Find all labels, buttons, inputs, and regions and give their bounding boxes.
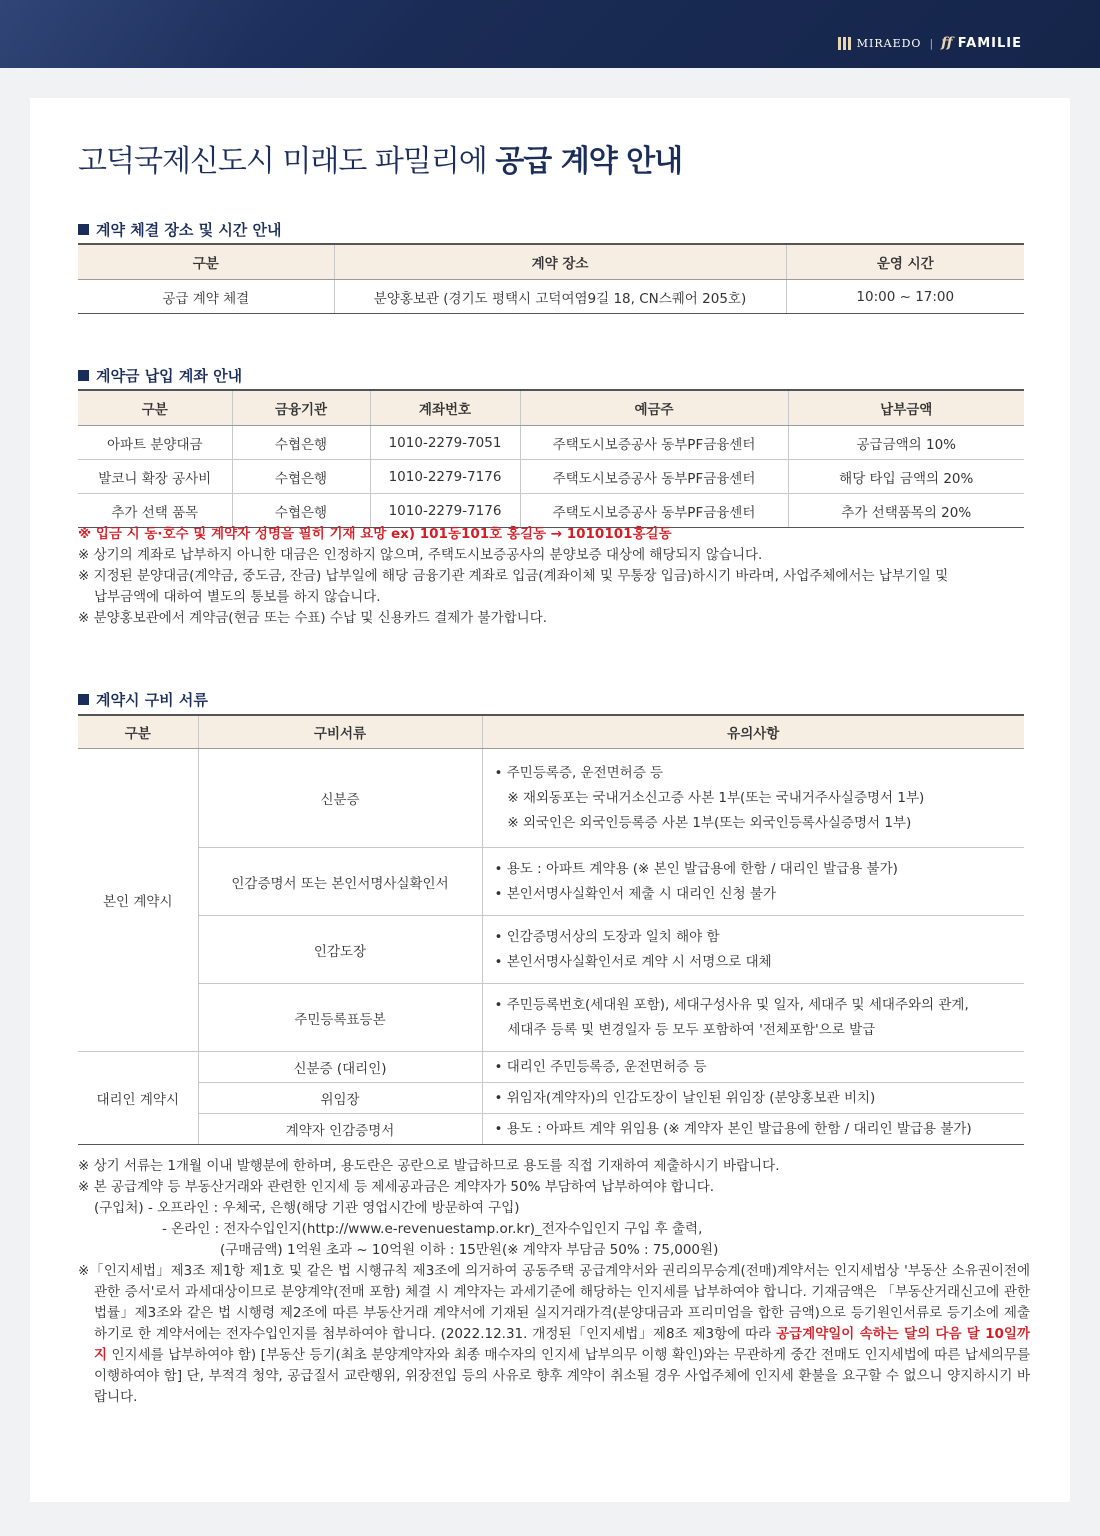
page-title — [78, 136, 682, 180]
table-cell: 10:00 ~ 17:00 — [786, 280, 1024, 314]
brand-logo — [838, 35, 1022, 51]
category-cell: 본인 계약시 — [78, 749, 198, 1052]
table-cell: 공급 계약 체결 — [78, 280, 334, 314]
contract-place-table — [78, 243, 1024, 314]
miraedo-text: MIRAEDO — [856, 36, 922, 50]
table-header-row — [78, 390, 1024, 426]
doc-cell: 인감증명서 또는 본인서명사실확인서 — [198, 848, 482, 916]
table-cell: 1010-2279-7176 — [370, 494, 520, 528]
miraedo-logo-icon — [838, 37, 851, 50]
content-card — [30, 98, 1070, 1502]
footnote-line: ※ 상기 서류는 1개월 이내 발행분에 한하며, 용도란은 공란으로 발급하므로 용도를 직접 기재하여 제출하시기 바랍니다. — [78, 1158, 780, 1174]
table-cell: 추가 선택품목의 20% — [788, 494, 1024, 528]
header-cell: 운영 시간 — [786, 244, 1024, 280]
doc-cell: 주민등록표등본 — [198, 984, 482, 1052]
account-table — [78, 389, 1024, 528]
stamp-tax-deadline: 공급계약일이 속하는 달의 다음 달 10일까지 — [94, 1326, 1030, 1363]
table-row — [78, 916, 1024, 984]
table-cell: 주택도시보증공사 동부PF금융센터 — [520, 426, 788, 460]
header-cell: 구분 — [78, 244, 334, 280]
note-line: • 용도 : 아파트 계약 위임용 (※ 계약자 본인 발급용에 한함 / 대리인 발급용 불가) — [494, 1120, 972, 1137]
table-row — [78, 426, 1024, 460]
note-line: • 본인서명사실확인서 제출 시 대리인 신청 불가 — [494, 885, 776, 902]
stamp-tax-note — [78, 1261, 1030, 1408]
header-cell: 유의사항 — [482, 715, 1024, 749]
doc-cell: 신분증 — [198, 749, 482, 848]
footnote-line: ※ 본 공급계약 등 부동산거래와 관련한 인지세 등 제세공과금은 계약자가 50% 부담하여 납부하여야 합니다. — [78, 1179, 715, 1195]
title-bold: 공급 계약 안내 — [495, 144, 683, 179]
table-cell: 주택도시보증공사 동부PF금융센터 — [520, 460, 788, 494]
note-line: 세대주 등록 및 변경일자 등 모두 포함하여 '전체포함'으로 발급 — [494, 1021, 876, 1038]
note-line: • 주민등록증, 운전면허증 등 — [494, 764, 664, 781]
section3-heading — [78, 689, 208, 710]
square-bullet-icon — [78, 370, 89, 381]
note-cell — [482, 1114, 1024, 1145]
footnote-line: (구매금액) 1억원 초과 ~ 10억원 이하 : 15만원(※ 계약자 부담금 50% : 75,000원) — [220, 1242, 719, 1258]
note-cell — [482, 916, 1024, 984]
table-row — [78, 280, 1024, 314]
note-line: • 주민등록번호(세대원 포함), 세대구성사유 및 일자, 세대주 및 세대주와의 관계, — [494, 996, 969, 1013]
header-cell: 구분 — [78, 715, 198, 749]
header-cell: 구비서류 — [198, 715, 482, 749]
table-cell: 공급금액의 10% — [788, 426, 1024, 460]
doc-cell: 인감도장 — [198, 916, 482, 984]
table-row — [78, 1083, 1024, 1114]
familie-text: FAMILIE — [957, 35, 1022, 51]
table-row — [78, 1114, 1024, 1145]
table-cell: 해당 타입 금액의 20% — [788, 460, 1024, 494]
table-cell: 수협은행 — [232, 494, 370, 528]
doc-cell: 위임장 — [198, 1083, 482, 1114]
section1-heading — [78, 219, 282, 240]
top-banner — [0, 0, 1100, 68]
account-notes — [78, 524, 1028, 629]
footnote-line: - 온라인 : 전자수입인지(http://www.e-revenuestamp.or.kr)_전자수입인지 구입 후 출력, — [162, 1221, 703, 1237]
note-cell — [482, 1083, 1024, 1114]
note-line: ※ 분양홍보관에서 계약금(현금 또는 수표) 수납 및 신용카드 결제가 불가합니다. — [78, 610, 548, 626]
section2-heading-text: 계약금 납입 계좌 안내 — [96, 367, 243, 385]
note-cell — [482, 984, 1024, 1052]
documents-table — [78, 714, 1024, 1145]
note-line: • 본인서명사실확인서로 계약 시 서명으로 대체 — [494, 953, 772, 970]
note-cell — [482, 1052, 1024, 1083]
note-line: ※ 상기의 계좌로 납부하지 아니한 대금은 인정하지 않으며, 주택도시보증공사의 분양보증 대상에 해당되지 않습니다. — [78, 547, 763, 563]
note-line: • 대리인 주민등록증, 운전면허증 등 — [494, 1058, 707, 1075]
table-header-row — [78, 244, 1024, 280]
purchase-label: (구입처) — [94, 1200, 144, 1216]
familie-logo-icon: ff — [941, 35, 953, 51]
table-row — [78, 848, 1024, 916]
table-cell: 1010-2279-7051 — [370, 426, 520, 460]
footnotes — [78, 1156, 1030, 1408]
table-cell: 분양홍보관 (경기도 평택시 고덕여염9길 18, CN스퀘어 205호) — [334, 280, 786, 314]
table-cell: 수협은행 — [232, 460, 370, 494]
deposit-warning: ※ 입금 시 동·호수 및 계약자 성명을 필히 기재 요망 ex) 101동101호 홍길동 → 1010101홍길동 — [78, 526, 672, 542]
table-row — [78, 460, 1024, 494]
stamp-tax-text-end: 인지세를 납부하여야 함) [부동산 등기(최초 분양계약자와 최종 매수자의 인지세 납부의무 이행 확인)와는 무관하게 중간 전매도 인지세법에 따른 납세의무를 이행하여야 함] 단, 부적격 청약, 공급질서 교란행위, 위장전입 등의 사유로 향후 계약이 취소될 경우 사업주체에 인지세 환불을 요구할 수 없으니 양지하시기 바랍니다. — [94, 1347, 1030, 1405]
purchase-offline: - 오프라인 : 우체국, 은행(해당 기관 영업시간에 방문하여 구입) — [143, 1200, 520, 1216]
doc-cell: 계약자 인감증명서 — [198, 1114, 482, 1145]
square-bullet-icon — [78, 694, 89, 705]
square-bullet-icon — [78, 224, 89, 235]
header-cell: 납부금액 — [788, 390, 1024, 426]
note-line: 납부금액에 대하여 별도의 통보를 하지 않습니다. — [94, 589, 381, 605]
note-line: • 용도 : 아파트 계약용 (※ 본인 발급용에 한함 / 대리인 발급용 불가) — [494, 860, 898, 877]
note-line: ※ 재외동포는 국내거소신고증 사본 1부(또는 국내거주사실증명서 1부) — [494, 789, 925, 806]
note-line: • 위임자(계약자)의 인감도장이 날인된 위임장 (분양홍보관 비치) — [494, 1089, 876, 1106]
section1-heading-text: 계약 체결 장소 및 시간 안내 — [96, 221, 282, 239]
section2-heading — [78, 365, 242, 386]
table-row — [78, 984, 1024, 1052]
note-line: • 인감증명서상의 도장과 일치 해야 함 — [494, 928, 720, 945]
table-row — [78, 749, 1024, 848]
header-cell: 금융기관 — [232, 390, 370, 426]
banner-decoration — [0, 0, 420, 68]
note-cell — [482, 848, 1024, 916]
note-cell — [482, 749, 1024, 848]
table-cell: 발코니 확장 공사비 — [78, 460, 232, 494]
header-cell: 계약 장소 — [334, 244, 786, 280]
table-cell: 주택도시보증공사 동부PF금융센터 — [520, 494, 788, 528]
footnote-line — [78, 1198, 1030, 1219]
title-normal: 고덕국제신도시 미래도 파밀리에 — [78, 144, 496, 179]
section3-heading-text: 계약시 구비 서류 — [96, 691, 208, 709]
header-cell: 예금주 — [520, 390, 788, 426]
note-line: ※ 지정된 분양대금(계약금, 중도금, 잔금) 납부일에 해당 금융기관 계좌로 입금(계좌이체 및 무통장 입금)하시기 바라며, 사업주체에서는 납부기일 및 — [78, 568, 949, 584]
table-row — [78, 494, 1024, 528]
brand-separator: | — [929, 36, 934, 50]
table-cell: 추가 선택 품목 — [78, 494, 232, 528]
doc-cell: 신분증 (대리인) — [198, 1052, 482, 1083]
header-cell: 계좌번호 — [370, 390, 520, 426]
header-cell: 구분 — [78, 390, 232, 426]
category-cell: 대리인 계약시 — [78, 1052, 198, 1145]
table-row — [78, 1052, 1024, 1083]
table-header-row — [78, 715, 1024, 749]
stamp-tax-text: ※「인지세법」제3조 제1항 제1호 및 같은 법 시행규칙 제3조에 의거하여 공동주택 공급계약서와 권리의무승계(전매)계약서는 인지세법상 '부동산 소유권이전에 관한 증서'로서 과세대상이므로 분양계약(전매 포함) 체결 시 계약자는 과세기준에 해당하는 인지세를 납부하여야 합니다. 기재금액은 「부동산거래신고에 관한 법률」제3조와 같은 법 시행령 제2조에 따른 부동산거래 계약서에 기재된 실지거래가격(분양대금과 프리미엄을 합한 금액)으로 등기원인서류로 등기소에 제출하기로 한 계약서에는 전자수입인지를 첨부하여야 합니다. (2022.12.31. 개정된「인지세법」제8조 제3항에 따라 — [78, 1263, 1030, 1342]
table-cell: 아파트 분양대금 — [78, 426, 232, 460]
table-cell: 1010-2279-7176 — [370, 460, 520, 494]
note-line: ※ 외국인은 외국인등록증 사본 1부(또는 외국인등록사실증명서 1부) — [494, 814, 912, 831]
table-cell: 수협은행 — [232, 426, 370, 460]
